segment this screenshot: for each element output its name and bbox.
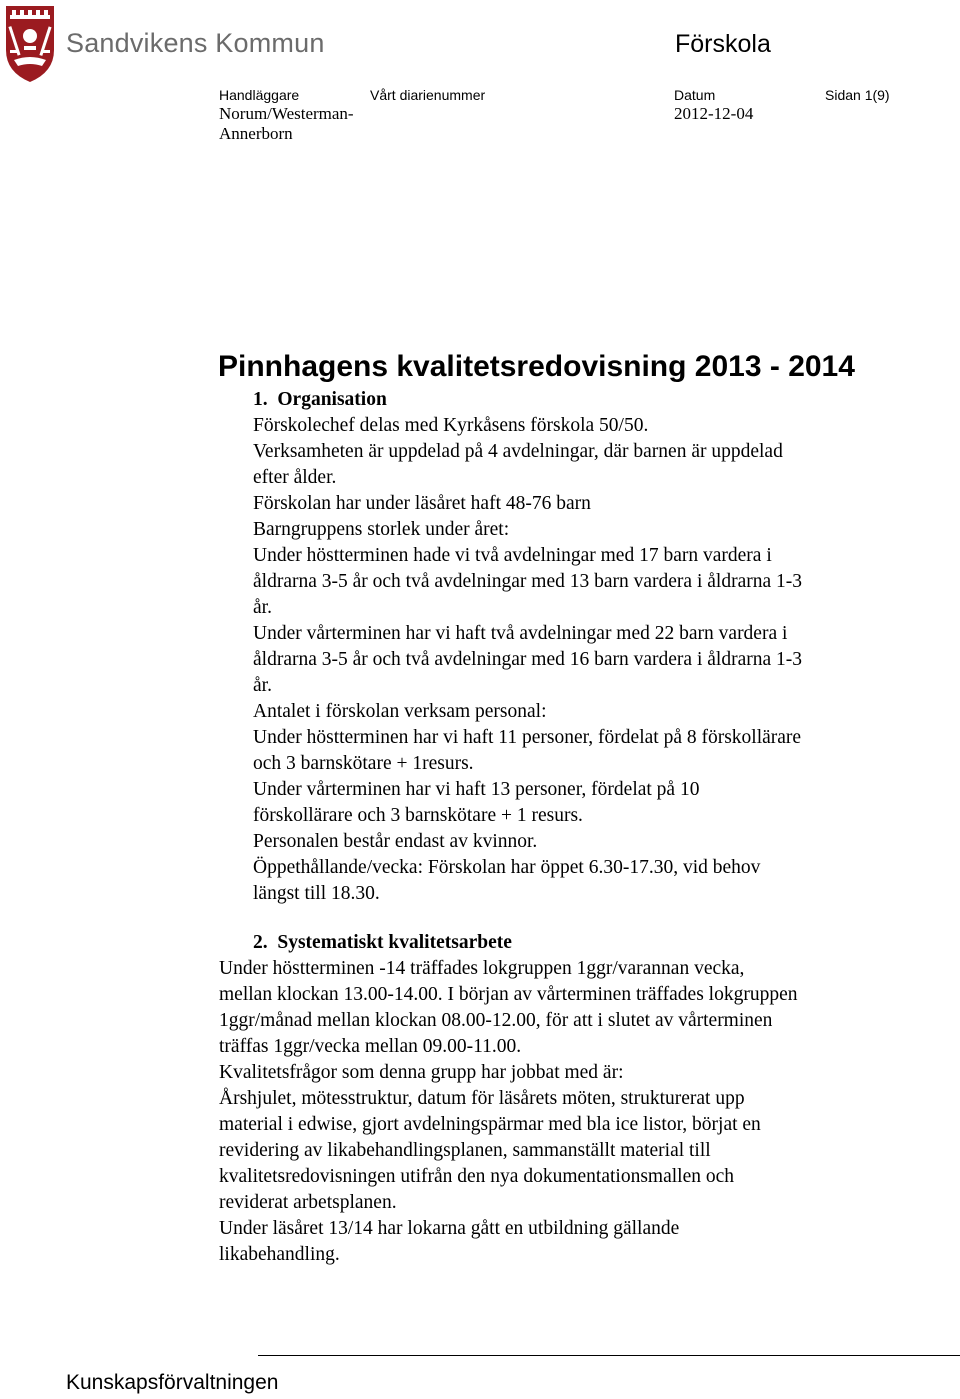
section-2-line: träffas 1ggr/vecka mellan 09.00-11.00. [219,1036,522,1057]
section-1-line: Förskolan har under läsåret haft 48-76 barn [253,493,591,514]
section-2-line: reviderat arbetsplanen. [219,1192,397,1213]
section-2-title: Systematiskt kvalitetsarbete [277,932,512,953]
section-1-line: förskollärare och 3 barnskötare + 1 resurs. [253,805,583,826]
datum-value: 2012-12-04 [674,104,754,123]
page-number: Sidan 1(9) [825,87,890,103]
section-1-line: år. [253,675,272,696]
section-1-line: Öppethållande/vecka: Förskolan har öppet 6.30-17.30, vid behov [253,857,761,878]
section-1-line: år. [253,597,272,618]
municipality-name: Sandvikens Kommun [66,28,325,58]
section-1-number: 1. [253,389,268,410]
section-2-line: Under läsåret 13/14 har lokarna gått en utbildning gällande [219,1218,680,1239]
diarienummer-label: Vårt diarienummer [370,87,486,103]
section-1-line: Under höstterminen hade vi två avdelningar med 17 barn vardera i [253,545,772,566]
document-type: Förskola [675,30,771,58]
section-2-line: material i edwise, gjort avdelningspärmar med bla ice listor, börjat en [219,1114,761,1135]
section-1-line: åldrarna 3-5 år och två avdelningar med 16 barn vardera i åldrarna 1-3 [253,649,802,670]
section-1-line: åldrarna 3-5 år och två avdelningar med 13 barn vardera i åldrarna 1-3 [253,571,802,592]
section-1-line: Under vårterminen har vi haft 13 personer, fördelat på 10 [253,779,700,800]
section-1-line: Verksamheten är uppdelad på 4 avdelningar, där barnen är uppdelad [253,441,783,462]
section-1-heading [253,387,387,413]
section-1-line: Under höstterminen har vi haft 11 personer, fördelat på 8 förskollärare [253,727,802,748]
section-1-title: Organisation [277,389,387,410]
section-1-line: efter ålder. [253,467,337,488]
section-2-line: 1ggr/månad mellan klockan 08.00-12.00, för att i slutet av vårterminen [219,1010,773,1031]
section-2-line: mellan klockan 13.00-14.00. I början av vårterminen träffades lokgruppen [219,984,798,1005]
footer-department: Kunskapsförvaltningen [66,1371,279,1394]
handlaggare-label: Handläggare [219,87,300,103]
section-2-line: likabehandling. [219,1244,340,1265]
section-2-number: 2. [253,932,268,953]
datum-label: Datum [674,87,716,103]
page-title: Pinnhagens kvalitetsredovisning 2013 - 2014 [218,350,855,383]
section-2-line: Årshjulet, mötesstruktur, datum för läsårets möten, strukturerat upp [219,1088,745,1109]
section-1-line: Under vårterminen har vi haft två avdelningar med 22 barn vardera i [253,623,788,644]
section-1-line: och 3 barnskötare + 1resurs. [253,753,474,774]
handlaggare-value-line1: Norum/Westerman- [219,104,354,123]
section-2-line: Kvalitetsfrågor som denna grupp har jobbat med är: [219,1062,624,1083]
section-1-line: Förskolechef delas med Kyrkåsens förskola 50/50. [253,415,649,436]
section-2-heading [253,930,512,956]
section-2-line: Under höstterminen -14 träffades lokgruppen 1ggr/varannan vecka, [219,958,745,979]
section-1-line: Personalen består endast av kvinnor. [253,831,538,852]
section-2-line: kvalitetsredovisningen utifrån den nya dokumentationsmallen och [219,1166,734,1187]
section-1-line: längst till 18.30. [253,883,380,904]
section-2-line: revidering av likabehandlingsplanen, sammanställt material till [219,1140,711,1161]
handlaggare-value-line2: Annerborn [219,124,293,143]
footer-divider [258,1355,960,1356]
section-1-line: Antalet i förskolan verksam personal: [253,701,547,722]
coat-of-arms-icon [4,4,56,84]
section-1-line: Barngruppens storlek under året: [253,519,510,540]
